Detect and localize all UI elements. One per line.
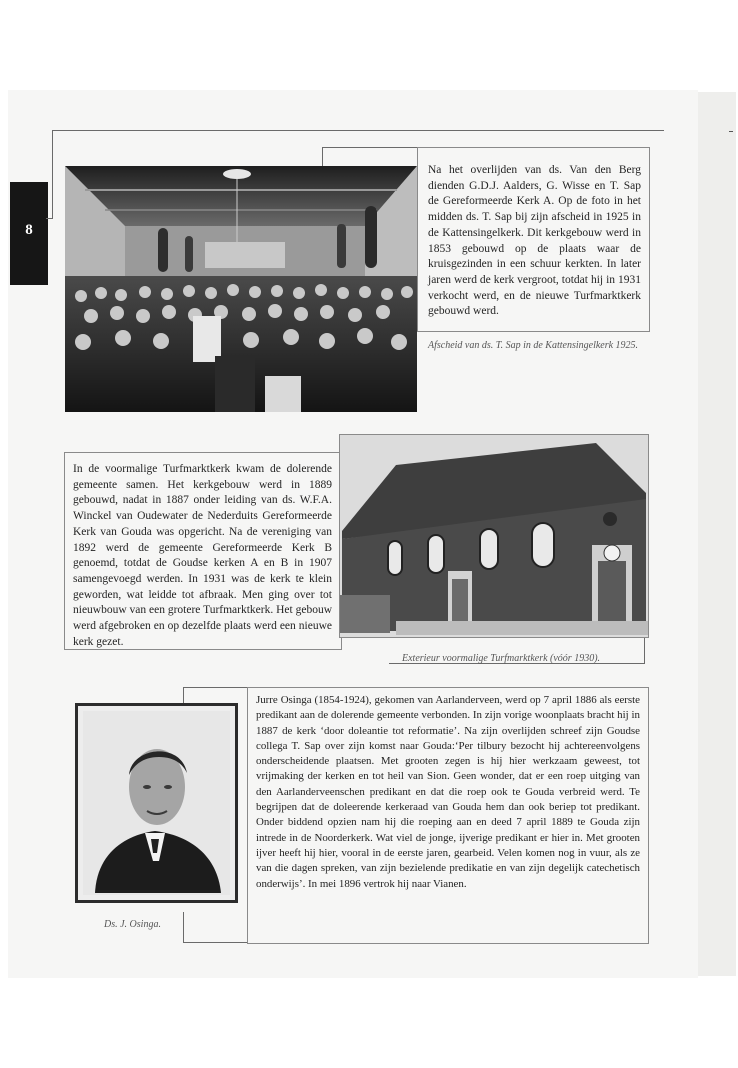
left-rule (52, 130, 53, 218)
box3-left-extension (183, 687, 184, 703)
top-rule (52, 130, 664, 131)
box1-left-extension (322, 147, 323, 166)
page-number: 8 (25, 222, 33, 238)
section1-paragraph (428, 163, 641, 320)
section1-text: Na het overlijden van ds. Van den Berg dienden G.D.J. Aalders, G. Wisse en T. Sap de Gereformeerde Kerk A. Op de foto in het midden ds. T. Sap bij zijn afscheid in 1925 in de Kattensingelkerk. Dit kerkgebouw werd in 1853 gebouwd op de plaats waar de kruisgezinden in een schuur kerkten. In later jaren werd de kerk vergroot, totdat hij in 1931 verkocht werd, en de nieuwe Turfmarktkerk gebouwd werd. (428, 164, 641, 318)
section3-paragraph (256, 693, 640, 892)
left-rule-foot (46, 218, 53, 219)
osinga-portrait-photo (75, 703, 238, 903)
section2-text: In de voormalige Turfmarktkerk kwam de dolerende gemeente samen. Het kerkgebouw werd in 1889 gebouwd, nadat in 1887 onder leiding van ds. W.F.A. Winckel van Oudewater de Nederduits Gereformeerde Kerk van Gouda was opgericht. Na de vereniging van 1892 werd de gemeente Gereformeerde Kerk B genoemd, totdat de Goudse kerken A en B in 1907 samengevoegd werden. In 1931 was de kerk te klein geworden, wat leidde tot afbraak. Men ging over tot nieuwbouw van een grotere Turfmarktkerk. Het gebouw werd afgebroken en op dezelfde plaats werd een nieuwe kerk gezet. (73, 463, 333, 648)
church-interior-photo (65, 166, 417, 412)
box3-bottom-extension (183, 942, 247, 943)
box3-top-extension (183, 687, 247, 688)
section3-caption: Ds. J. Osinga. (104, 919, 161, 930)
section2-paragraph (73, 462, 332, 650)
section2-caption: Exterieur voormalige Turfmarktkerk (vóór 1930). (402, 653, 601, 664)
section1-caption: Afscheid van ds. T. Sap in de Kattensingelkerk 1925. (428, 340, 639, 351)
page-edge-mark (729, 131, 733, 132)
section3-text: Jurre Osinga (1854-1924), gekomen van Aarlanderveen, werd op 7 april 1886 als eerste predikant aan de dolerende gemeente verbonden. In zijn vorige woonplaats bracht hij in 1887 de kerk ‘door doleantie tot reformatie’. Na zijn overlijden schreef zijn Goudse collega T. Sap over zijn komst naar Gouda:‘Per tilbury bezocht hij achtereenvolgens onderscheidende plaatsen. Met grooten zegen is hij hier werkzaam geweest, tot vrijmaking der kerken en tot heil van Sion. Geen wonder, dat er een roep uitging van den Aarlanderveenschen predikant en dat die roep ook te Gouda verbreid werd. Te begrijpen dat de doleerende kerkeraad van Gouda hem dan ook beriep tot predikant. Onder biddend opzien nam hij die roeping aan en deed 7 april 1889 te Gouda zijn intrede in de Noorderkerk. Wat viel de jonge, ijverige predikant er hier in. Met grooten ijver heeft hij hier, vooral in de eerste jaren, gearbeid. Velen komen nog in vuur, als ze van die dagen spreken, van zijn bezielende predikatie en van zijn degelijk catechetisch onderwijs’. In mei 1896 vertrok hij naar Vianen. (256, 694, 640, 890)
box1-top-extension (322, 147, 417, 148)
church-exterior-photo (339, 434, 649, 638)
page-edge (698, 92, 736, 976)
